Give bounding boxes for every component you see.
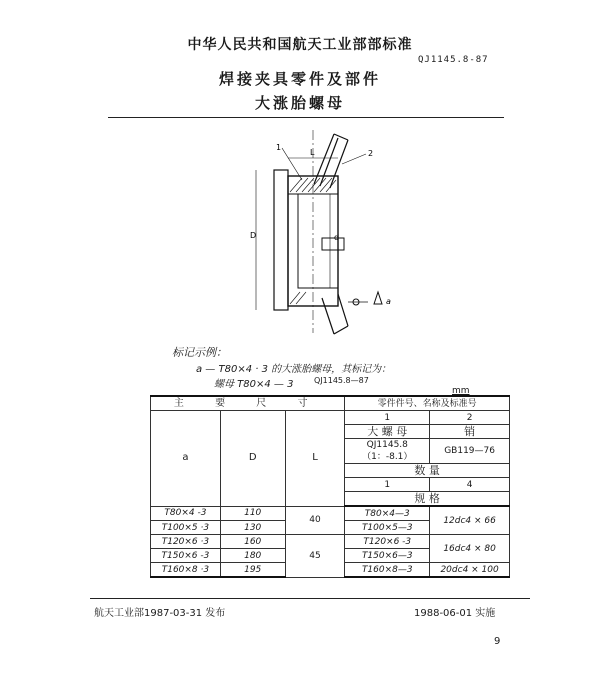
col-D-header: D <box>220 411 285 507</box>
row-nut: T80×4—3 <box>345 506 430 521</box>
document-title: 焊接夹具零件及部件 <box>218 70 381 88</box>
parts-table <box>150 395 510 578</box>
implemented-date: 1988-06-01 实施 <box>414 608 496 619</box>
side-pin <box>322 238 344 250</box>
row-D: 110 <box>220 506 285 521</box>
dim-D: D <box>250 231 257 240</box>
marking-example-line2: 螺母 T80×4 — 3 <box>214 379 294 390</box>
callout-1: 1 <box>276 143 282 152</box>
part-name-2: 销 <box>430 425 510 439</box>
row-L: 45 <box>285 535 345 578</box>
datum-triangle <box>374 292 382 304</box>
row-pin: 16dc4 × 80 <box>430 535 510 563</box>
standard-number: QJ1145.8-87 <box>418 55 489 65</box>
row-nut: T160×8—3 <box>345 563 430 578</box>
marking-example-title: 标记示例： <box>172 346 227 359</box>
dim-L: L <box>310 148 315 157</box>
unit-label: mm <box>452 386 470 396</box>
marking-example-code: QJ1145.8—87 <box>314 376 369 385</box>
parts-header: 零件件号、名称及标准号 <box>345 396 510 411</box>
table-row <box>151 535 510 549</box>
marking-example-line1: a — T80×4 · 3 的大涨胎螺母，其标记为： <box>196 364 392 375</box>
datum-mark-a: a <box>386 297 391 306</box>
table-header-row <box>151 396 510 411</box>
callout-2: 2 <box>368 149 374 158</box>
row-D: 180 <box>220 549 285 563</box>
qty-1: 1 <box>345 478 430 492</box>
row-nut: T120×6 -3 <box>345 535 430 549</box>
part-name-1: 大 螺 母 <box>345 425 430 439</box>
technical-drawing <box>230 128 410 338</box>
table-row <box>151 411 510 425</box>
row-D: 160 <box>220 535 285 549</box>
col-L-header: L <box>285 411 345 507</box>
row-a: T100×5 ·3 <box>151 521 221 535</box>
row-D: 195 <box>220 563 285 578</box>
table-row <box>151 506 510 521</box>
row-pin: 12dc4 × 66 <box>430 506 510 535</box>
row-nut: T100×5—3 <box>345 521 430 535</box>
org-standard-title: 中华人民共和国航天工业部部标准 <box>187 37 413 53</box>
document-subtitle: 大涨胎螺母 <box>254 94 345 112</box>
row-a: T80×4 -3 <box>151 506 221 521</box>
row-a: T150×6 -3 <box>151 549 221 563</box>
std-1: QJ1145.8（1：-8.1） <box>345 439 430 464</box>
col-a-header: a <box>151 411 221 507</box>
main-dims-header: 主 要 尺 寸 <box>151 396 345 411</box>
page-number: 9 <box>494 636 501 647</box>
qty-2: 4 <box>430 478 510 492</box>
nut-inner-bore <box>298 194 338 288</box>
upper-pin <box>314 134 348 188</box>
row-D: 130 <box>220 521 285 535</box>
dim-d: d <box>334 233 340 242</box>
row-pin: 20dc4 × 100 <box>430 563 510 578</box>
row-L: 40 <box>285 506 345 535</box>
row-nut: T150×6—3 <box>345 549 430 563</box>
qty-header: 数 量 <box>345 464 510 478</box>
row-a: T120×6 ·3 <box>151 535 221 549</box>
nut-flange <box>274 170 288 310</box>
header-rule <box>108 117 504 118</box>
part-no-2: 2 <box>430 411 510 425</box>
row-a: T160×8 ·3 <box>151 563 221 578</box>
std-2: GB119—76 <box>430 439 510 464</box>
lower-pin <box>322 294 348 334</box>
spec-header: 规 格 <box>345 492 510 507</box>
part-no-1: 1 <box>345 411 430 425</box>
footer-rule <box>90 598 530 599</box>
issued-date: 航天工业部1987-03-31 发布 <box>94 608 226 619</box>
